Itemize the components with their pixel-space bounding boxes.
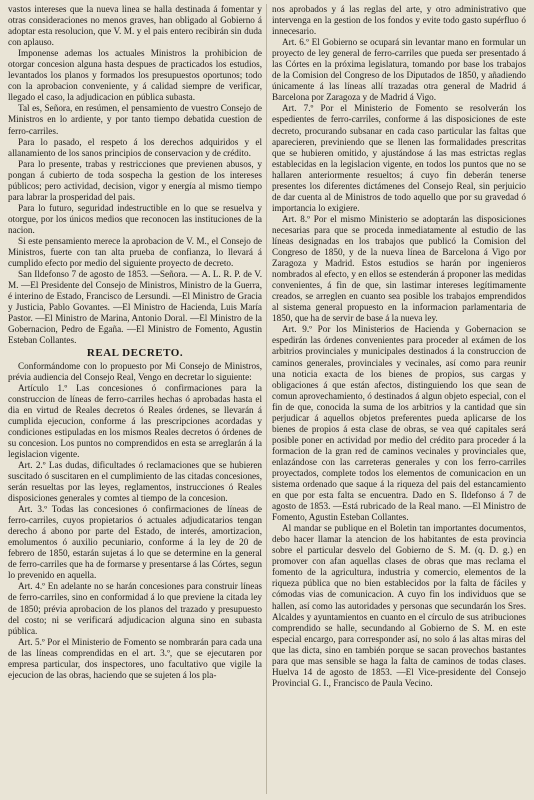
paragraph: Art. 6.º El Gobierno se ocupará sin levantar mano en formular un proyecto de ley general de ferro-carriles que pueda ser presentado á las Córtes en la próxima legislatura, tomando por base los trabajos de la Comision del Congreso de los Diputados de 1850, y añadiendo únicamente á las líneas allí trazadas otra general de Madrid á Barcelona por Zaragoza y de Madrid á Vigo. xyxy=(272,37,526,103)
paragraph: Imponense ademas los actuales Ministros la prohibicion de otorgar concesion alguna hasta despues de practicados los estudios, levantados los planos y formados los presupuestos oportunos; todo con la aprobacion conveniente, y á calidad siempre de verificar, llegado el caso, la adjudicacion en pública subasta. xyxy=(8,48,262,103)
paragraph: Conformándome con lo propuesto por Mi Consejo de Ministros, prévia audiencia del Consejo Real, Vengo en decretar lo siguiente: xyxy=(8,360,262,382)
paragraph: Si este pensamiento merece la aprobacion de V. M., el Consejo de Ministros, fuerte con tan alta prueba de confianza, lo llevará á cumplido efecto por medio del siguiente proyecto de decreto. xyxy=(8,235,262,269)
left-column xyxy=(8,4,262,794)
paragraph: nos aprobados y á las reglas del arte, y otro administrativo que intervenga en la gestion de los fondos y evite todo gasto supérfluo ó innecesario. xyxy=(272,4,526,37)
paragraph: Art. 7.º Por el Ministerio de Fomento se resolverán los espedientes de ferro-carriles, conforme á las disposiciones de este decreto, procurando subsanar en cada caso particular las faltas que aparecieren, previniendo que se llenen las formalidades prescritas que se hubieren omitido, y ajustándose á las mas estrictas reglas establecidas en la legislacion vigente, en todos los puntos que no se hallaren anteriormente resueltos; á cuyo fin deberán tenerse presentes los diferentes dictámenes del Consejo Real, sin perjuicio de dar cuenta al de Ministros de todo aquello que por su gravedad ó importancia lo exigiere. xyxy=(272,103,526,213)
paragraph: Art. 4.º En adelante no se harán concesiones para construir líneas de ferro-carriles, sino en conformidad á lo que previene la citada ley de 1850; prévia aprobacion de los planos del trazado y presupuesto del costo; ni se verificará adjudicacion alguna sino en subasta pública. xyxy=(8,581,262,636)
section-heading: REAL DECRETO. xyxy=(86,347,184,360)
paragraph: Art. 5.º Por el Ministerio de Fomento se nombrarán para cada una de las líneas comprendidas en el art. 3.º, que se ejecutaren por empresa particular, dos inspectores, uno facultativo que vigile la ejecucion de las obras, haciendo que se sujeten á los pla- xyxy=(8,636,262,680)
paragraph: Para lo presente, trabas y restricciones que previenen abusos, y pongan á cubierto de toda sospecha la gestion de los intereses públicos; pero actividad, decision, vigor y energía al mismo tiempo para labrar la prosperidad del pais. xyxy=(8,158,262,202)
paragraph: Para lo futuro, seguridad indestructible en lo que se resuelva y otorgue, por los únicos medios que reconocen las instituciones de la nacion. xyxy=(8,202,262,235)
paragraph: Al mandar se publique en el Boletin tan importantes documentos, debo hacer llamar la atencion de los habitantes de esta provincia sobre el particular desvelo del Gobierno de S. M. (q. D. g.) en promover con afan aquellas clases de obras que mas reclama el fomento de la agricultura, industria y comercio, elementos de la riqueza pública que no bien establecidos por la falta de fáciles y cómodas vias de comunicacion. A cuyo fin los individuos que se hallen, así como las autoridades y personas que secundarán los Sres. Alcaldes y ayuntamientos en cuanto en el círculo de sus atribuciones comprendido se halle, secundando al Gobierno de S. M. en este especial encargo, para corresponder así, no solo á las altas miras del que las dicta, sino en también porque se sacan provechos bastantes para que mas sensible se haga la falta de caminos de todas clases. Huelva 14 de agosto de 1853. —El Vice-presidente del Consejo Provincial G. I., Francisco de Paula Vecino. xyxy=(272,523,526,688)
paragraph: Artículo 1.º Las concesiones ó confirmaciones para la construccion de líneas de ferro-carriles hechas ó aprobadas hasta el dia en virtud de Reales decretos ó Reales órdenes, se llevarán á cumplida ejecucion, conforme á las prescripciones acordadas y condiciones estipuladas en los mismos Reales decretos ó órdenes de su concesion. Los puntos no comprendidos en esta se arreglarán á la legislacion vigente. xyxy=(8,382,262,459)
column-divider xyxy=(266,4,267,794)
paragraph: San Ildefonso 7 de agosto de 1853. —Señora. — A. L. R. P. de V. M. —El Presidente del Consejo de Ministros, Ministro de la Guerra, é interino de Estado, Francisco de Lersundi. —El Ministro de Gracia y Justicia, Pablo Govantes. —El Ministro de Hacienda, Luis María Pastor. —El Ministro de Marina, Antonio Doral. —El Ministro de la Gobernacion, Pedro de Egaña. —El Ministro de Fomento, Agustin Esteban Collantes. xyxy=(8,269,262,346)
paragraph: Art. 8.º Por el mismo Ministerio se adoptarán las disposiciones necesarias para que se proceda inmediatamente al estudio de las líneas designadas en los trabajos que publicó la Comision del Congreso de 1850, y de la nueva línea de Barcelona á Vigo por Zaragoza y Madrid. Estos estudios se harán por ingenieros nombrados al efecto, y en ellos se estenderán á proponer las medidas convenientes, á fin de que, sin lastimar intereses legítimamente creados, se arreglen en cuanto sea posible los trabajos emprendidos al sistema general propuesto en la informacion parlamentaria de 1850, que ha de servir de base á la nueva ley. xyxy=(272,213,526,324)
paragraph: Art. 2.º Las dudas, dificultades ó reclamaciones que se hubieren suscitado ó suscitaren en el cumplimiento de las citadas concesiones, serán resueltas por las leyes, reglamentos, instrucciones ó Reales disposiciones generales y comtes al tiempo de la concesion. xyxy=(8,459,262,504)
paragraph: Tal es, Señora, en resúmen, el pensamiento de vuestro Consejo de Ministros en lo ardiente, y por tanto tiempo debatida cuestion de ferro-carriles. xyxy=(8,103,262,136)
paragraph: Art. 3.º Todas las concesiones ó confirmaciones de líneas de ferro-carriles, cuyos propietarios ó actuales adjudicatarios tengan derecho á abono por parte del Estado, de interés, amortizacion, emolumentos ó auxilio pecuniario, conforme á la ley de 20 de febrero de 1850, estarán sujetas á lo que se determine en la general de ferro-carriles que ha de formarse y presentarse á las Córtes, segun lo prevenido en aquella. xyxy=(8,504,262,581)
right-column xyxy=(272,4,526,794)
paragraph: vastos intereses que la nueva linea se halla destinada á fomentar y otras consideraciones no menos graves, han obligado al Gobierno á adoptar esta resolucion, que V. M. y el pais entero recibirán sin duda con aplauso. xyxy=(8,4,262,48)
paragraph: Art. 9.º Por los Ministerios de Hacienda y Gobernacion se espedirán las órdenes convenientes para proceder al exámen de los arbitrios provinciales y municipales destinados á la construccion de caminos generales, provinciales y vecinales, así como para reunir una noticia exacta de los bienes de propios, sus cargas y obligaciones á que están afectos, distinguiendo los que sean de comun aprovechamiento, ó destinados á algun objeto especial, con el fin de que, conocida la suma de los arbitrios y la cantidad que sin perjudicar á aquellos objetos preferentes pueda aplicarse de los bienes de propios á esta clase de obras, se vea qué capitales será posible poner en actividad por medio del crédito para proceder á la formacion de la gran red de caminos vecinales y provinciales que, enlazándose con las carreteras generales y con los ferro-carriles proyectados, complete todos los elementos de comunicacion en un sistema ordenado que saque á la riqueza del pais del estancamiento en que por esta falta se encuentra. Dado en S. Ildefonso á 7 de agosto de 1853. —Está rubricado de la Real mano. —El Ministro de Fomento, Agustin Esteban Collantes. xyxy=(272,324,526,523)
paragraph: Para lo pasado, el respeto á los derechos adquiridos y el allanamiento de los sanos principios de conservacion y de crédito. xyxy=(8,136,262,158)
